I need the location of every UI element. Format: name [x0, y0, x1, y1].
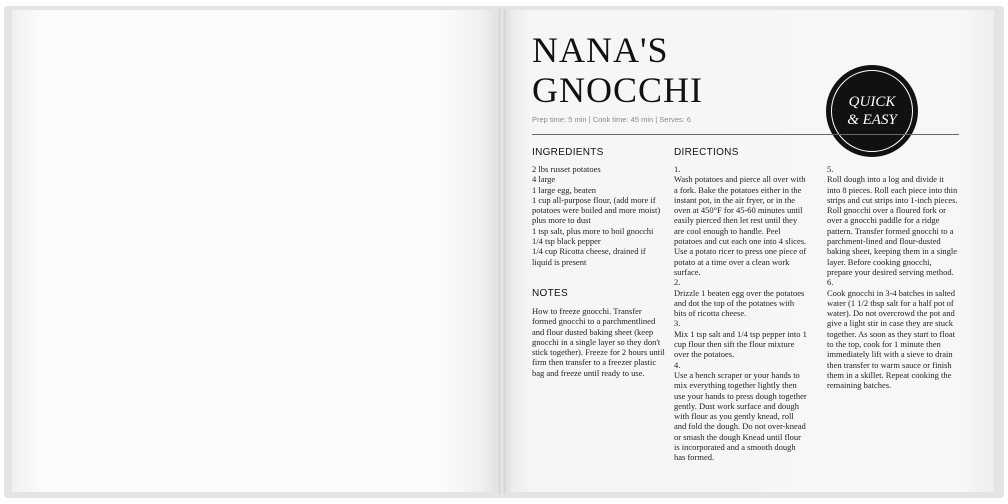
notes-paragraph: How to freeze gnocchi. Transfer formed gnocchi to a parchmentlined and flour dusted baking sheet (keep gnocchi in a single layer so they don't stick together). Freeze for 2 hours until firm then transfer to a freezer plastic bag and freeze until ready to use. [532, 306, 665, 378]
notes-heading: NOTES [532, 288, 568, 299]
quick-easy-badge [826, 65, 918, 157]
ingredient-item: 1/4 tsp black pepper [532, 236, 601, 247]
step-number: 4. [674, 359, 681, 370]
left-page-blank [12, 10, 502, 492]
ingredients-heading: INGREDIENTS [532, 147, 604, 158]
ingredient-item: 2 lbs russet potatoes [532, 164, 601, 174]
book-spine [499, 8, 505, 494]
header-divider [532, 134, 959, 135]
step-text: Mix 1 tsp salt and 1/4 tsp pepper into 1 cup flour then sift the flour mixture over the potatoes. [674, 328, 807, 360]
recipe-meta: Prep time: 5 min | Cook time: 45 min | Serves: 6 [532, 115, 691, 124]
recipe-title-line-1: NANA'S [532, 30, 669, 70]
step-number: 2. [674, 277, 681, 288]
step-text: Cook gnocchi in 3-4 batches in salted water (1 1/2 tbsp salt for a half pot of water). Do not overcrowd the pot and give a light stir in case they are stuck together. As soon as they start to float to the top, cook for 1 minute then immediately lift with a sieve to drain then transfer to warm sauce or finish them in a skillet. Repeat cooking the remaining batches. [827, 287, 955, 391]
step-text: Use a bench scraper or your hands to mix everything together lightly then use your hands to press dough together gently. Dust work surface and dough with flour as you gently knead, roll and fold the dough. Do not over-knead or smash the dough Knead until flour is incorporated and a smooth dough has formed. [674, 369, 807, 463]
badge-text-line-1: QUICK [848, 94, 896, 110]
ingredient-item: 4 large [532, 174, 556, 185]
step-number: 5. [827, 164, 834, 174]
step-number: 1. [674, 164, 681, 174]
badge-text [847, 93, 897, 129]
directions-column-1 [674, 164, 808, 463]
ingredient-item: 1 tsp salt, plus more to boil gnocchi [532, 225, 654, 236]
ingredient-item: 1/4 cup Ricotta cheese, drained if liquid is present [532, 246, 646, 267]
recipe-title-line-2: GNOCCHI [532, 70, 704, 110]
ingredient-item: 1 cup all-purpose flour, (add more if potatoes were boiled and more moist) plus more to dust [532, 194, 661, 226]
step-text: Drizzle 1 beaten egg over the potatoes and dot the top of the potatoes with bits of ricotta cheese. [674, 287, 805, 319]
directions-heading: DIRECTIONS [674, 147, 739, 158]
ingredient-item: 1 large egg, beaten [532, 184, 597, 195]
directions-column-2 [827, 164, 959, 391]
step-number: 3. [674, 318, 681, 329]
step-number: 6. [827, 277, 834, 288]
step-text: Wash potatoes and pierce all over with a fork. Bake the potatoes either in the instant pot, in the air fryer, or in the oven at 450°F for 45-60 minutes until easily pierced then let rest until they are cool enough to handle. Peel potatoes and cut each one into 4 slices. Use a potato ricer to press one piece of potato at a time over a clean work surface. [674, 174, 807, 277]
badge-text-line-2: & EASY [847, 112, 897, 128]
ingredients-list [532, 164, 662, 267]
step-text: Roll dough into a log and divide it into 8 pieces. Roll each piece into thin strips and cut strips into 1-inch pieces. Roll gnocchi over a floured fork or over a gnocchi paddle for a ridge pattern. Transfer formed gnocchi to a parchment-lined and flour-dusted baking sheet, keeping them in a single layer. Before cooking gnocchi, prepare your desired serving method. [827, 174, 958, 277]
right-page-recipe [502, 10, 994, 492]
notes-text [532, 306, 667, 378]
recipe-title [532, 30, 703, 110]
